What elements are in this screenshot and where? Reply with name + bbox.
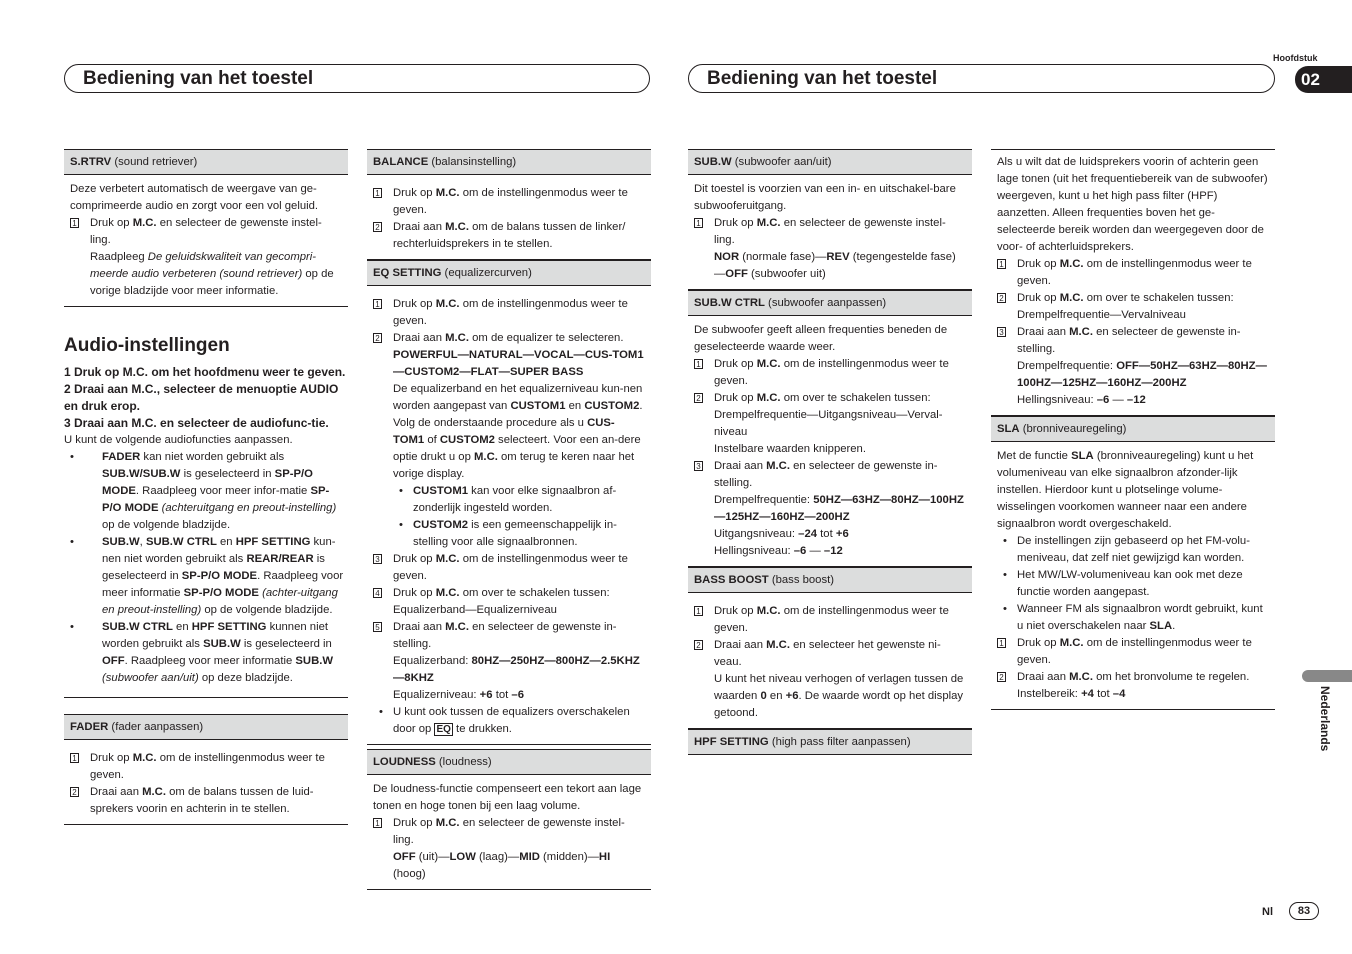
text-run: +4 xyxy=(1081,688,1094,700)
text-run: Druk op xyxy=(1017,258,1060,270)
text-run: Draai aan xyxy=(90,786,143,798)
text-run: M.C. xyxy=(1069,326,1093,338)
intro-text: De loudness-functie compenseert een tekort aan lage tonen en hoge tonen bij een laag volume. xyxy=(373,783,642,812)
text-run: SLA xyxy=(1071,450,1094,462)
text-run: en selecteer de gewenste instel-ling. xyxy=(90,217,322,246)
text-run: is een gemeenschappelijk in-stelling voor alle signaalbronnen. xyxy=(413,519,617,548)
text-run: M.C. xyxy=(756,392,781,404)
text-run: SUB.W CTRL xyxy=(102,621,173,633)
list-item xyxy=(70,215,342,300)
chapter-label: Hoofdstuk xyxy=(1273,53,1318,63)
step-number: 1 xyxy=(997,638,1006,648)
text-run: CUSTOM1 xyxy=(510,400,566,412)
list-item xyxy=(997,324,1269,409)
text-run: (loudness) xyxy=(435,756,492,768)
text-run: Wanneer FM als signaalbron wordt gebruikt, kunt u niet overschakelen naar xyxy=(1017,603,1263,632)
text-run: kunnen niet worden gebruikt als xyxy=(102,621,329,650)
list-item xyxy=(64,449,348,534)
text-run: M.C. xyxy=(435,187,460,199)
text-run: om de equalizer te selecteren. xyxy=(468,332,624,344)
step-number: 3 xyxy=(694,461,703,471)
text-run: en selecteer de gewenste in-stelling. xyxy=(714,460,938,489)
text-run: Volg de onderstaande procedure als u xyxy=(393,417,588,429)
text-run: Equalizerband—Equalizerniveau xyxy=(393,604,557,616)
list-item xyxy=(64,534,348,619)
text-run: om de balans tussen de luid-sprekers voorin en achterin in te stellen. xyxy=(90,786,314,815)
text-run: OFF—50HZ—63HZ—80HZ—100HZ—125HZ—160HZ—200HZ xyxy=(1017,360,1267,389)
text-run: om de instellingenmodus weer te geven. xyxy=(714,358,949,387)
text-run: SUB.W xyxy=(295,655,334,667)
text-run: M.C. xyxy=(435,298,460,310)
section-body-bass-boost xyxy=(688,593,972,729)
text-run: (hoog) xyxy=(393,868,426,880)
text-run: (bronniveauregeling) xyxy=(1019,423,1127,435)
text-run: (achteruitgang en preout-instelling) xyxy=(158,502,337,514)
list-item xyxy=(373,296,645,330)
text-run: M.C. xyxy=(766,639,790,651)
text-run: FADER xyxy=(70,721,109,733)
text-run: M.C. xyxy=(445,221,469,233)
text-run: — xyxy=(806,545,824,557)
text-run: M.C. xyxy=(435,817,460,829)
text-run: –6 xyxy=(511,689,524,701)
text-run: M.C. xyxy=(132,217,157,229)
text-run: +6 xyxy=(479,689,493,701)
text-run: op de volgende bladzijde. xyxy=(201,604,333,616)
text-run: Druk op xyxy=(714,605,757,617)
text-run: Draai aan xyxy=(1017,671,1070,683)
step-number: 1 xyxy=(694,218,703,228)
step-3: 3 Draai aan M.C. en selecteer de audiofunc-tie. xyxy=(64,416,329,430)
text-run: is geselecteerd in xyxy=(180,468,275,480)
list-item xyxy=(393,517,645,551)
step-1: 1 Druk op M.C. om het hoofdmenu weer te geven. xyxy=(64,365,346,379)
list-item xyxy=(997,601,1269,635)
text-run: (subwoofer uit) xyxy=(747,268,826,280)
text-run: U kunt het niveau verhogen of verlagen tussen de waarden xyxy=(714,673,964,702)
text-run: Druk op xyxy=(714,358,757,370)
text-run: Draai aan xyxy=(714,639,767,651)
text-run: tot xyxy=(817,528,836,540)
text-run: (subwoofer aan/uit) xyxy=(731,156,832,168)
text-run: Druk op xyxy=(714,392,757,404)
text-run: (equalizercurven) xyxy=(441,267,532,279)
text-run: op deze bladzijde. xyxy=(198,672,293,684)
text-run: REAR/REAR xyxy=(246,553,314,565)
text-run: M.C. xyxy=(766,460,790,472)
text-run: SUB.W xyxy=(102,536,140,548)
text-run: — xyxy=(1109,394,1127,406)
text-run: om de instellingenmodus weer te geven. xyxy=(714,605,949,634)
list-item xyxy=(694,390,966,458)
text-run: SUB.W xyxy=(694,156,732,168)
text-run: –6 xyxy=(793,545,807,557)
step-number: 5 xyxy=(373,622,382,632)
text-run: M.C. xyxy=(474,451,498,463)
section-body-hpf xyxy=(991,149,1275,416)
list-item xyxy=(373,585,645,619)
text-run: en selecteer de gewenste instel-ling. xyxy=(714,217,946,246)
intro-text: Als u wilt dat de luidsprekers voorin of achterin geen lage tonen (uit het frequentiebereik van de subwoofer) weergeven, kunt u het high pass filter (HPF) aanzetten. Alleen frequenties boven het ge-selecteerde bereik worden dan weergegeven door de voor- of achterluidsprekers. xyxy=(997,156,1268,253)
language-label: Nederlands xyxy=(1318,686,1332,752)
text-run: selecteert. Voor een an-dere optie drukt u op xyxy=(393,434,641,463)
text-run: HPF SETTING xyxy=(235,536,311,548)
text-run: De geluidskwaliteit van gecompri-meerde audio verbeteren (sound retriever) xyxy=(90,251,317,280)
text-run: HI xyxy=(598,851,611,863)
step-number: 4 xyxy=(373,588,382,598)
text-run: EQ SETTING xyxy=(373,267,442,279)
step-number: 1 xyxy=(373,299,382,309)
text-run: Drempelfrequentie—Uitgangsniveau—Verval-niveau xyxy=(714,409,943,438)
list-item: • Het MW/LW-volumeniveau kan ook met deze functie worden aangepast. xyxy=(997,567,1269,601)
section-body-fader xyxy=(64,740,348,825)
text-run: M.C. xyxy=(1059,292,1084,304)
list-item: • De instellingen zijn gebaseerd op het FM-volu-meniveau, dat zelf niet gewijzigd kan worden. xyxy=(997,533,1269,567)
eq-options: POWERFUL—NATURAL—VOCAL—CUS-TOM1—CUSTOM2—FLAT—SUPER BASS xyxy=(393,349,644,378)
text-run: Met de functie xyxy=(997,450,1072,462)
text-run: SP-P/O MODE xyxy=(181,570,258,582)
step-number: 1 xyxy=(694,359,703,369)
text-run: Instelbereik: xyxy=(1017,688,1082,700)
intro-text: De subwoofer geeft alleen frequenties beneden de geselecteerde waarde weer. xyxy=(694,324,948,353)
text-run: tot xyxy=(492,689,512,701)
text-run: Raadpleeg xyxy=(90,251,148,263)
section-bar-balance xyxy=(367,149,651,175)
text-run: (subwoofer aan/uit) xyxy=(102,672,199,684)
text-run: , xyxy=(139,536,146,548)
list-item xyxy=(373,619,645,704)
text-run: Druk op xyxy=(393,817,436,829)
text-run: en selecteer de gewenste instel-ling. xyxy=(393,817,625,846)
section-bar-srtrv xyxy=(64,149,348,175)
text-run: Instelbare waarden knipperen. xyxy=(714,443,866,455)
list-item xyxy=(694,603,966,637)
text-run: tot xyxy=(1093,688,1113,700)
step-2: 2 Draai aan M.C., selecteer de menuoptie AUDIO en druk erop. xyxy=(64,382,339,413)
section-bar-subw xyxy=(688,149,972,175)
text-run: en xyxy=(766,690,786,702)
text-run: (high pass filter aanpassen) xyxy=(768,736,911,748)
text-run: SUB.W/SUB.W xyxy=(102,468,181,480)
list-item xyxy=(393,483,645,517)
header-title-left: Bediening van het toestel xyxy=(83,68,314,89)
text-run: SLA xyxy=(1149,620,1173,632)
text-run: . De waarde wordt op het display getoond. xyxy=(714,690,964,719)
text-run: M.C. xyxy=(756,358,781,370)
text-run: Equalizerniveau: xyxy=(393,689,480,701)
text-run: 80HZ—250HZ—800HZ—2.5KHZ—8KHZ xyxy=(393,655,640,684)
text-run: M.C. xyxy=(435,553,460,565)
list-item xyxy=(373,815,645,883)
text-run: en xyxy=(216,536,236,548)
text-run: CUSTOM2 xyxy=(584,400,640,412)
text-run: . Raadpleeg voor meer infor-matie xyxy=(135,485,311,497)
text-run: Drempelfrequentie—Vervalniveau xyxy=(1017,309,1186,321)
text-run: +6 xyxy=(785,690,799,702)
intro-text: Dit toestel is voorzien van een in- en uitschakel-bare subwooferuitgang. xyxy=(694,183,956,212)
section-bar-hpf xyxy=(688,729,972,755)
text-run: (subwoofer aanpassen) xyxy=(764,297,887,309)
step-number: 2 xyxy=(694,393,703,403)
column-2 xyxy=(367,149,651,890)
text-run: Druk op xyxy=(1017,292,1060,304)
text-run: Hellingsniveau: xyxy=(1017,394,1097,406)
text-run: en selecteer de gewenste in-stelling. xyxy=(393,621,617,650)
section-body-loudness xyxy=(367,775,651,890)
page-header-right xyxy=(688,64,1275,93)
text-run: en selecteer de gewenste in-stelling. xyxy=(1017,326,1241,355)
text-run: Druk op xyxy=(393,187,436,199)
text-run: op de vorige bladzijde voor meer informatie. xyxy=(90,268,334,297)
text-run: OFF xyxy=(725,268,748,280)
step-number: 1 xyxy=(373,188,382,198)
text-run: –6 xyxy=(1096,394,1110,406)
text-run: HPF SETTING xyxy=(191,621,267,633)
step-number: 3 xyxy=(373,554,382,564)
text-run: (achter-uitgang en preout-instelling) xyxy=(102,587,338,616)
eq-button-icon: EQ xyxy=(436,724,451,735)
text-run: (midden)— xyxy=(539,851,599,863)
text-run: kan niet worden gebruikt als xyxy=(140,451,285,463)
section-bar-eq xyxy=(367,260,651,286)
text-run: en selecteer het gewenste ni-veau. xyxy=(714,639,941,668)
text-run: REV xyxy=(826,251,850,263)
section-heading: Audio-instellingen xyxy=(64,335,230,356)
text-run: (bass boost) xyxy=(768,574,835,586)
text-run: kun-nen niet worden gebruikt als xyxy=(102,536,336,565)
section-body-sla xyxy=(991,442,1275,710)
text-run: HPF SETTING xyxy=(694,736,769,748)
text-run: FADER xyxy=(102,451,141,463)
text-run: LOUDNESS xyxy=(373,756,436,768)
text-run: M.C. xyxy=(445,621,469,633)
text-run: om de instellingenmodus weer te geven. xyxy=(393,298,628,327)
text-run: . xyxy=(639,400,643,412)
text-run: M.C. xyxy=(142,786,166,798)
text-run: –12 xyxy=(1126,394,1146,406)
list-item xyxy=(373,185,645,219)
text-run: MID xyxy=(519,851,540,863)
section-body-srtrv xyxy=(64,175,348,307)
text-run: Draai aan xyxy=(393,221,446,233)
text-run: SP-P/O MODE xyxy=(102,468,313,497)
text-run: Druk op xyxy=(1017,637,1060,649)
function-notes xyxy=(64,449,348,698)
step-number: 1 xyxy=(373,818,382,828)
text-run: om het bronvolume te regelen. xyxy=(1092,671,1250,683)
text-run: Draai aan xyxy=(393,621,446,633)
page-header-left xyxy=(64,64,650,93)
text-run: –12 xyxy=(823,545,843,557)
text-run: M.C. xyxy=(1059,258,1084,270)
text-run: kan voor elke signaalbron af-zonderlijk ingesteld worden. xyxy=(413,485,617,514)
text-run: . Raadpleeg voor meer informatie xyxy=(102,570,344,599)
list-item xyxy=(373,704,645,738)
section-body-balance xyxy=(367,175,651,260)
text-run: Uitgangsniveau: xyxy=(714,528,799,540)
text-run: CUSTOM1 xyxy=(413,485,469,497)
section-body-subw-ctrl xyxy=(688,316,972,567)
text-run: BASS BOOST xyxy=(694,574,769,586)
text-run: (uit)— xyxy=(415,851,450,863)
text-run: SUB.W CTRL xyxy=(694,297,765,309)
list-item xyxy=(70,784,342,818)
text-run: M.C. xyxy=(756,605,781,617)
text-run: is geselecteerd in xyxy=(240,638,332,650)
text-run: om de instellingenmodus weer te geven. xyxy=(90,752,325,781)
text-run: om de balans tussen de linker/ rechterluidsprekers in te stellen. xyxy=(393,221,626,250)
section-bar-subw-ctrl xyxy=(688,290,972,316)
list-item xyxy=(694,215,966,283)
chapter-number: 02 xyxy=(1295,66,1352,93)
column-3 xyxy=(688,149,972,755)
text-run: om de instellingenmodus weer te geven. xyxy=(393,553,628,582)
step-number: 1 xyxy=(70,753,79,763)
text-run: om over te schakelen tussen: xyxy=(780,392,931,404)
text-run: om over te schakelen tussen: xyxy=(1083,292,1234,304)
text-run: Druk op xyxy=(90,752,133,764)
step-number: 2 xyxy=(997,672,1006,682)
text-run: De equalizerband en het equalizerniveau kun-nen worden aangepast van xyxy=(393,383,643,412)
step-number: 2 xyxy=(373,222,382,232)
text-run: OFF xyxy=(393,851,416,863)
text-run: . Raadpleeg voor meer informatie xyxy=(124,655,296,667)
list-item xyxy=(694,356,966,390)
text-run: M.C. xyxy=(445,332,469,344)
step-number: 1 xyxy=(694,606,703,616)
header-title-right: Bediening van het toestel xyxy=(707,68,938,89)
text-run: om de instellingenmodus weer te geven. xyxy=(1017,258,1252,287)
text-run: Hellingsniveau: xyxy=(714,545,794,557)
text-run: M.C. xyxy=(435,587,460,599)
text-run: BALANCE xyxy=(373,156,429,168)
text-run: –24 xyxy=(798,528,818,540)
text-run: M.C. xyxy=(1059,637,1084,649)
text-run: (fader aanpassen) xyxy=(108,721,204,733)
text-run: Draai aan xyxy=(1017,326,1070,338)
text-run: U kunt ook tussen de equalizers overschakelen door op xyxy=(393,706,630,735)
text-run: Drempelfrequentie: xyxy=(1017,360,1117,372)
page-number: 83 xyxy=(1289,902,1319,920)
text-run: op de volgende bladzijde. xyxy=(102,519,231,531)
text-run: M.C. xyxy=(132,752,157,764)
text-run: Druk op xyxy=(714,217,757,229)
text-run: S.RTRV xyxy=(70,156,112,168)
text-run: om terug te keren naar het vorige display. xyxy=(393,451,635,480)
step-number: 1 xyxy=(997,259,1006,269)
footer-lang-code: Nl xyxy=(1262,906,1273,918)
list-item xyxy=(373,330,645,551)
text-run: NOR xyxy=(714,251,740,263)
text-run: SP-P/O MODE xyxy=(183,587,259,599)
text-run: om over te schakelen tussen: xyxy=(459,587,610,599)
list-item xyxy=(997,635,1269,669)
text-run: om de instellingenmodus weer te geven. xyxy=(1017,637,1252,666)
text-run: SP-P/O MODE xyxy=(102,485,330,514)
list-item xyxy=(64,619,348,687)
text-run: . xyxy=(1172,620,1176,632)
text-run: of xyxy=(424,434,440,446)
step-number: 3 xyxy=(997,327,1006,337)
text-run: te drukken. xyxy=(452,723,512,735)
text-run: OFF xyxy=(102,655,125,667)
text-run: CUSTOM2 xyxy=(413,519,469,531)
text-run: Drempelfrequentie: xyxy=(714,494,814,506)
text-run: M.C. xyxy=(756,217,781,229)
text-run: en xyxy=(172,621,192,633)
text-run: is geselecteerd in xyxy=(102,553,325,582)
text-run: (bronniveauregeling) kunt u het volumeniveau van elke signaalbron afzonder-lijk instellen. Hierdoor kunt u plotselinge volume-wisselingen voorkomen wanneer naar een andere signaalbron wordt overgeschakeld. xyxy=(997,450,1254,530)
text-run: en xyxy=(565,400,585,412)
list-item xyxy=(997,290,1269,324)
list-item xyxy=(70,750,342,784)
text-run: CUS-TOM1 xyxy=(393,417,615,446)
step-number: 2 xyxy=(373,333,382,343)
text-run: (balansinstelling) xyxy=(428,156,517,168)
list-item xyxy=(373,219,645,253)
step-note: U kunt de volgende audiofuncties aanpassen. xyxy=(64,434,293,446)
list-item xyxy=(373,551,645,585)
step-number: 1 xyxy=(70,218,79,228)
text-run: (normale fase)— xyxy=(739,251,827,263)
text-run: SUB.W xyxy=(203,638,241,650)
text-run: 0 xyxy=(760,690,767,702)
text-run: Druk op xyxy=(393,298,436,310)
text-run: (tegengestelde fase)— xyxy=(714,251,956,280)
text-run: +6 xyxy=(835,528,849,540)
section-body-eq xyxy=(367,286,651,745)
column-4 xyxy=(991,149,1275,710)
text-run: Equalizerband: xyxy=(393,655,472,667)
text-run: M.C. xyxy=(1069,671,1093,683)
section-body-subw xyxy=(688,175,972,290)
text-run: CUSTOM2 xyxy=(439,434,495,446)
step-number: 2 xyxy=(997,293,1006,303)
text-run: LOW xyxy=(449,851,476,863)
text-run: Druk op xyxy=(393,587,436,599)
section-bar-sla xyxy=(991,416,1275,442)
text-run: SUB.W CTRL xyxy=(145,536,217,548)
list-item xyxy=(997,256,1269,290)
section-bar-bass-boost xyxy=(688,567,972,593)
intro-text: Deze verbetert automatisch de weergave van ge-comprimeerde audio en zorgt voor een vol geluid. xyxy=(70,183,319,212)
text-run: SLA xyxy=(997,423,1020,435)
intro-text xyxy=(997,448,1269,533)
list-item xyxy=(997,669,1269,703)
text-run: Druk op xyxy=(90,217,133,229)
text-run: Druk op xyxy=(393,553,436,565)
list-item xyxy=(694,458,966,560)
text-run: Draai aan xyxy=(393,332,446,344)
text-run: (sound retriever) xyxy=(111,156,198,168)
text-run: Draai aan xyxy=(714,460,767,472)
text-run: 50HZ—63HZ—80HZ—100HZ—125HZ—160HZ—200HZ xyxy=(714,494,964,523)
text-run: –4 xyxy=(1112,688,1126,700)
step-number: 2 xyxy=(694,640,703,650)
text-run: (laag)— xyxy=(475,851,520,863)
list-item xyxy=(694,637,966,722)
section-bar-fader xyxy=(64,714,348,740)
section-bar-loudness xyxy=(367,749,651,775)
text-run: om de instellingenmodus weer te geven. xyxy=(393,187,628,216)
language-tab xyxy=(1302,670,1352,682)
column-1 xyxy=(64,149,348,825)
step-number: 2 xyxy=(70,787,79,797)
